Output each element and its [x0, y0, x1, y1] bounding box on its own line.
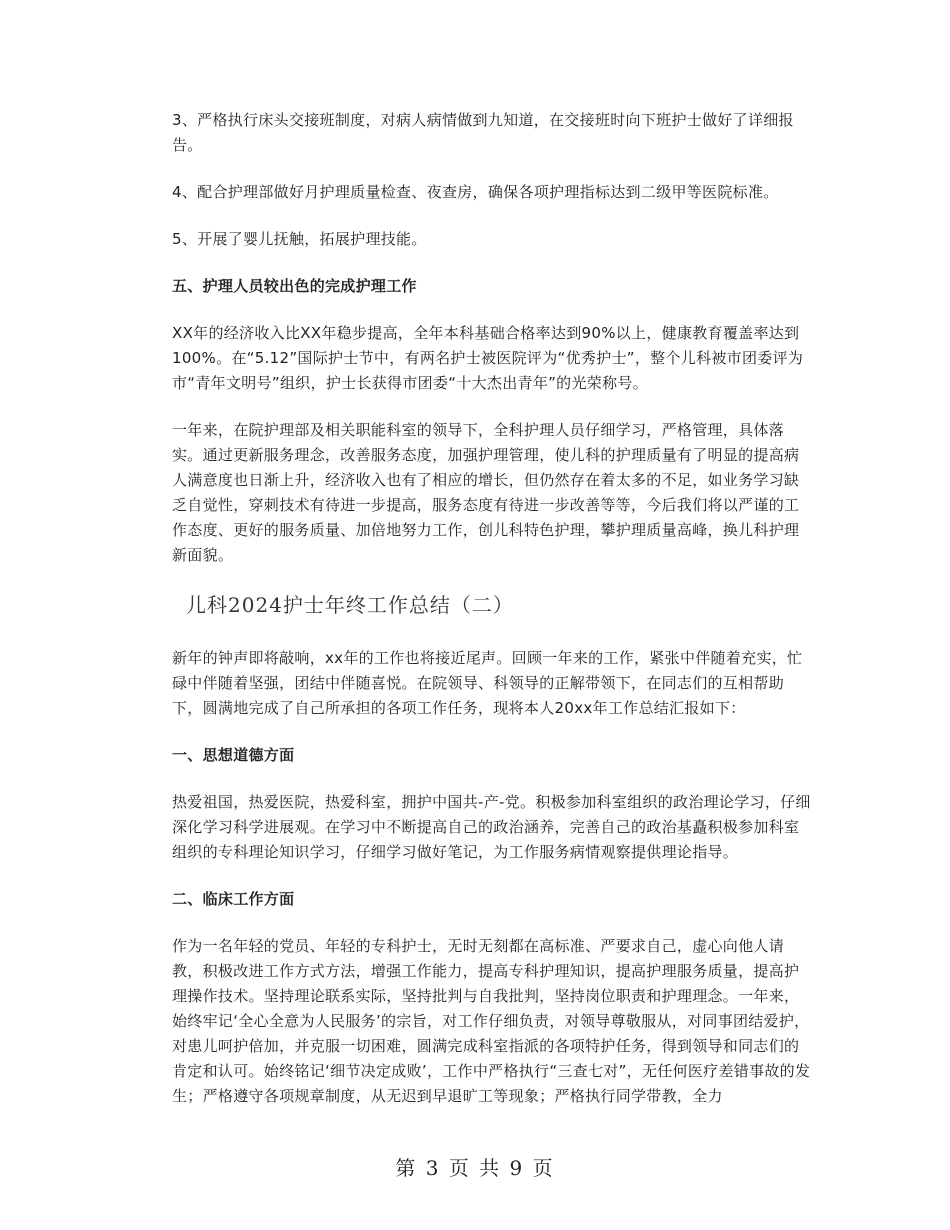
- section-heading-one: 一、思想道德方面: [172, 746, 295, 764]
- section-heading-five: 五、护理人员较出色的完成护理工作: [172, 277, 417, 295]
- page-content: [172, 108, 812, 1131]
- paragraph-year-summary: 一年来，在院护理部及相关职能科室的领导下，全科护理人员仔细学习，严格管理，具体落实。通过更新服务理念，改善服务态度，加强护理管理，使儿科的护理质量有了明显的提高病人满意度也日渐上升，经济收入也有了相应的增长，但仍然存在着太多的不足，如业务学习缺乏自觉性，穿刺技术有待进一步提高，服务态度有待进一步改善等等，今后我们将以严谨的工作态度、更好的服务质量、加倍地努力工作，创儿科特色护理，攀护理质量高峰，换儿科护理新面貌。: [172, 421, 800, 564]
- paragraph-moral: 热爱祖国，热爱医院，热爱科室，拥护中国共-产-党。积极参加科室组织的政治理论学习，仔细深化学习科学进展观。在学习中不断提高自己的政治涵养，完善自己的政治基矗积极参加科室组织的专科理论知识学习，仔细学习做好笔记，为工作服务病情观察提供理论指导。: [172, 793, 811, 861]
- section-heading-two: 二、临床工作方面: [172, 890, 295, 908]
- paragraph-achievements: XX年的经济收入比XX年稳步提高，全年本科基础合格率达到90%以上，健康教育覆盖率达到100%。在“5.12”国际护士节中，有两名护士被医院评为“优秀护士”，整个儿科被市团委评为市“青年文明号”组织，护士长获得市团委“十大杰出青年”的光荣称号。: [172, 324, 804, 392]
- paragraph-intro: 新年的钟声即将敲响，xx年的工作也将接近尾声。回顾一年来的工作，紧张中伴随着充实，忙碌中伴随着坚强，团结中伴随喜悦。在院领导、科领导的正解带领下，在同志们的互相帮助下，圆满地完成了自己所承担的各项工作任务，现将本人20xx年工作总结汇报如下：: [172, 649, 803, 717]
- page-footer: 第 3 页 共 9 页: [395, 1156, 555, 1180]
- paragraph-item-4: 4、配合护理部做好月护理质量检查、夜查房，确保各项护理指标达到二级甲等医院标准。: [172, 183, 779, 201]
- paragraph-item-5: 5、开展了婴儿抚触，拓展护理技能。: [172, 230, 427, 248]
- document-title-part2: 儿科2024护士年终工作总结（二）: [186, 593, 514, 617]
- paragraph-clinical: 作为一名年轻的党员、年轻的专科护士，无时无刻都在高标准、严要求自己，虚心向他人请教，积极改进工作方式方法，增强工作能力，提高专科护理知识，提高护理服务质量，提高护理操作技术。坚持理论联系实际，坚持批判与自我批判，坚持岗位职责和护理理念。一年来，始终牢记‘全心全意为人民服务’的宗旨，对工作仔细负责，对领导尊敬服从，对同事团结爱护，对患儿呵护倍加，并克服一切困难，圆满完成科室指派的各项特护任务，得到领导和同志们的肯定和认可。始终铭记‘细节决定成败’，工作中严格执行“三查七对”，无任何医疗差错事故的发生；严格遵守各项规章制度，从无迟到早退旷工等现象；严格执行同学带教，全力: [172, 937, 811, 1105]
- paragraph-item-3: 3、严格执行床头交接班制度，对病人病情做到九知道，在交接班时向下班护士做好了详细报告。: [172, 111, 794, 154]
